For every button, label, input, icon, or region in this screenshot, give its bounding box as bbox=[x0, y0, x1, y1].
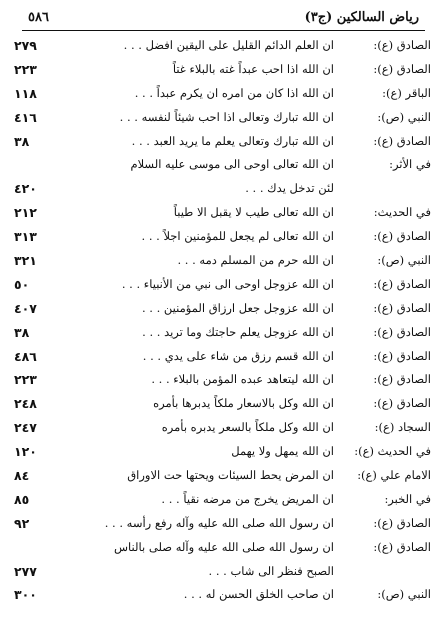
entry-page-number: ٤٨٦ bbox=[14, 348, 37, 364]
entry-speaker: الامام علي (ع): bbox=[357, 468, 431, 483]
index-entry-row bbox=[0, 392, 447, 416]
entry-saying: ان صاحب الخلق الحسن له . . . bbox=[183, 587, 334, 602]
entry-page-number: ٢٤٧ bbox=[14, 420, 37, 436]
index-entry-row bbox=[0, 416, 447, 440]
index-entry-row bbox=[0, 58, 447, 82]
entry-page-number: ٨٤ bbox=[14, 468, 30, 484]
header-divider bbox=[22, 30, 425, 31]
entry-page-number: ٣١٣ bbox=[14, 229, 37, 245]
entry-page-number: ٤١٦ bbox=[14, 109, 37, 125]
entry-speaker: الصادق (ع): bbox=[373, 348, 431, 363]
entry-page-number: ١٢٠ bbox=[14, 444, 37, 460]
index-entry-row bbox=[0, 583, 447, 607]
index-entry-row bbox=[0, 512, 447, 536]
entry-page-number: ٢٢٣ bbox=[14, 61, 37, 77]
entry-speaker: الصادق (ع): bbox=[373, 300, 431, 315]
entry-saying: ان المرض يحط السيئات ويحتها حت الاوراق bbox=[127, 468, 334, 483]
index-entry-row bbox=[0, 488, 447, 512]
entry-page-number: ٩٢ bbox=[14, 515, 30, 531]
entry-saying: الصبح فنظر الى شاب . . . bbox=[208, 563, 334, 578]
index-entry-row bbox=[0, 321, 447, 345]
entry-speaker: في الحديث: bbox=[373, 205, 431, 220]
entry-page-number: ٣٠٠ bbox=[14, 587, 37, 603]
index-entry-row bbox=[0, 536, 447, 560]
entry-page-number: ٣٨ bbox=[14, 324, 30, 340]
entry-page-number: ٢١٢ bbox=[14, 205, 37, 221]
entry-speaker: في الأثر: bbox=[389, 157, 431, 172]
index-entry-row bbox=[0, 273, 447, 297]
index-entry-row bbox=[0, 82, 447, 106]
entry-page-number: ٢٢٣ bbox=[14, 372, 37, 388]
entry-speaker: الصادق (ع): bbox=[373, 396, 431, 411]
entry-saying: ان الله عزوجل يعلم حاجتك وما تريد . . . bbox=[142, 324, 334, 339]
entry-page-number: ٥٠ bbox=[14, 276, 30, 292]
index-entry-row bbox=[0, 440, 447, 464]
index-entry-row bbox=[0, 106, 447, 130]
entry-saying: لئن تدخل يدك . . . bbox=[245, 181, 334, 196]
entry-saying: ان الله يمهل ولا يهمل bbox=[231, 444, 334, 459]
entry-speaker: الصادق (ع): bbox=[373, 38, 431, 52]
entry-saying: ان الله تعالى اوحى الى موسى عليه السلام bbox=[130, 157, 334, 172]
entry-speaker: الصادق (ع): bbox=[373, 276, 431, 291]
entry-saying: ان الله ليتعاهد عبده المؤمن بالبلاء . . . bbox=[151, 372, 334, 387]
entry-page-number: ١١٨ bbox=[14, 85, 37, 101]
entry-saying: ان الله قسم رزق من شاء على يدي . . . bbox=[142, 348, 334, 363]
entry-speaker: الصادق (ع): bbox=[373, 133, 431, 148]
entry-speaker: الصادق (ع): bbox=[373, 372, 431, 387]
entry-saying: ان الله تبارك وتعالى اذا احب شيئاً لنفسه . . . bbox=[119, 109, 334, 124]
entry-saying: ان الله وكل ملكاً بالسعر يدبره بأمره bbox=[161, 420, 334, 435]
entry-saying: ان الله اذا احب عبداً غته بالبلاء غتاً bbox=[172, 61, 334, 76]
index-entry-row bbox=[0, 368, 447, 392]
entry-page-number: ٣٨ bbox=[14, 133, 30, 149]
entry-speaker: النبي (ص): bbox=[377, 109, 431, 124]
entry-saying: ان العلم الدائم القليل على اليقين افضل . . . bbox=[123, 38, 334, 52]
index-entry-row bbox=[0, 560, 447, 584]
entry-speaker: الباقر (ع): bbox=[382, 85, 431, 100]
entry-saying: ان المريض يخرج من مرضه نقياً . . . bbox=[161, 491, 334, 506]
entry-page-number: ٤٢٠ bbox=[14, 181, 37, 197]
page-header bbox=[28, 6, 419, 28]
index-entry-row bbox=[0, 34, 447, 58]
entry-saying: ان الله حرم من المسلم دمه . . . bbox=[177, 253, 334, 268]
entry-saying: ان الله تعالى طيب لا يقبل الا طيباً bbox=[173, 205, 334, 220]
entry-speaker: النبي (ص): bbox=[377, 587, 431, 602]
entry-speaker: السجاد (ع): bbox=[374, 420, 431, 435]
entry-saying: ان الله تبارك وتعالى يعلم ما يريد العبد . . . bbox=[131, 133, 334, 148]
entry-speaker: النبي (ص): bbox=[377, 253, 431, 268]
entry-speaker: في الخبر: bbox=[384, 491, 431, 506]
index-entry-row bbox=[0, 297, 447, 321]
index-entry-row bbox=[0, 177, 447, 201]
entry-speaker: الصادق (ع): bbox=[373, 229, 431, 244]
entry-saying: ان الله عزوجل اوحى الى نبي من الأنبياء . . . bbox=[121, 276, 334, 291]
entry-saying: ان رسول الله صلى الله عليه وآله صلى بالناس bbox=[114, 539, 334, 554]
entry-speaker: الصادق (ع): bbox=[373, 515, 431, 530]
index-entry-row bbox=[0, 225, 447, 249]
index-entries bbox=[0, 34, 447, 607]
index-entry-row bbox=[0, 249, 447, 273]
entry-speaker: الصادق (ع): bbox=[373, 539, 431, 554]
index-entry-row bbox=[0, 130, 447, 154]
entry-saying: ان الله عزوجل جعل ارزاق المؤمنين . . . bbox=[141, 300, 334, 315]
page-number: ٥٨٦ bbox=[28, 9, 49, 25]
index-entry-row bbox=[0, 345, 447, 369]
index-entry-row bbox=[0, 201, 447, 225]
entry-speaker: الصادق (ع): bbox=[373, 324, 431, 339]
entry-speaker: الصادق (ع): bbox=[373, 61, 431, 76]
entry-page-number: ٢٧٩ bbox=[14, 38, 37, 53]
book-title: رياض السالكين (ج٣) bbox=[304, 9, 419, 25]
entry-saying: ان الله تعالى لم يجعل للمؤمنين اجلاً . . . bbox=[141, 229, 334, 244]
entry-page-number: ٢٤٨ bbox=[14, 396, 37, 412]
entry-page-number: ٣٢١ bbox=[14, 253, 37, 269]
index-entry-row bbox=[0, 153, 447, 177]
index-entry-row bbox=[0, 464, 447, 488]
entry-saying: ان الله اذا كان من امره ان يكرم عبداً . . . bbox=[134, 85, 334, 100]
entry-page-number: ٤٠٧ bbox=[14, 300, 37, 316]
entry-saying: ان رسول الله صلى الله عليه وآله رفع رأسه . . . bbox=[104, 515, 334, 530]
entry-speaker: في الحديث (ع): bbox=[354, 444, 431, 459]
entry-saying: ان الله وكل بالاسعار ملكاً يدبرها بأمره bbox=[153, 396, 334, 411]
entry-page-number: ٨٥ bbox=[14, 491, 30, 507]
entry-page-number: ٢٧٧ bbox=[14, 563, 37, 579]
